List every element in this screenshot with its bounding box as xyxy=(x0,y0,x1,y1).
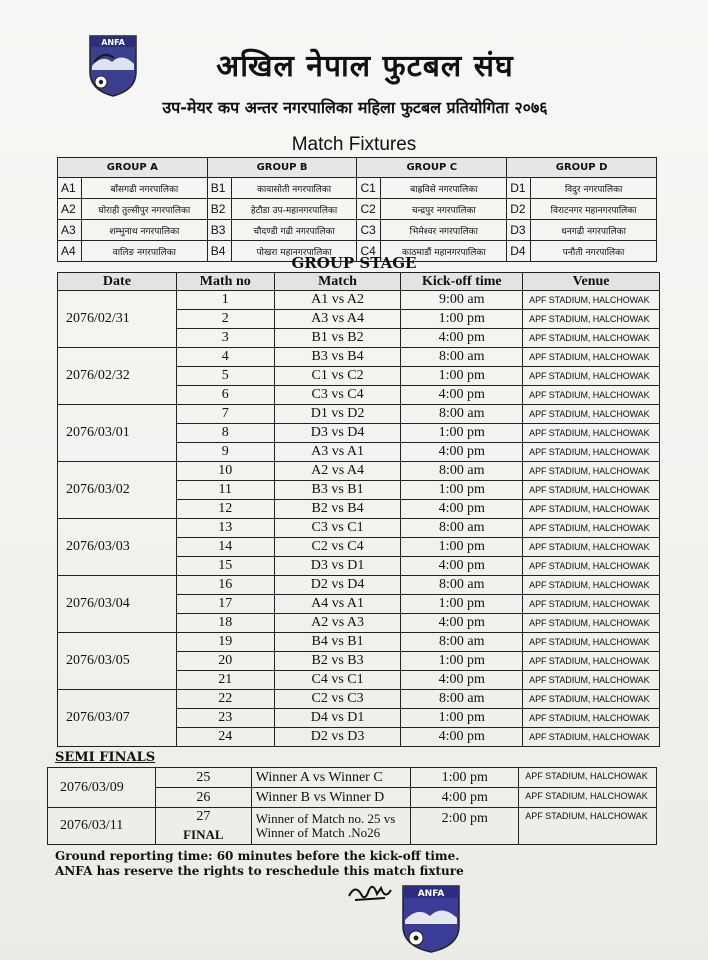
match-pair: C2 vs C3 xyxy=(274,690,401,709)
match-date: 2076/03/02 xyxy=(58,462,177,519)
match-no: 11 xyxy=(176,481,274,500)
team-code: B4 xyxy=(207,241,231,262)
match-date: 2076/02/31 xyxy=(58,291,177,348)
team-name: कावासोती नगरपालिका xyxy=(231,178,357,199)
match-no: 23 xyxy=(176,709,274,728)
group-stage-heading: GROUP STAGE xyxy=(291,254,417,272)
match-pair: A2 vs A4 xyxy=(274,462,401,481)
logo-text: ANFA xyxy=(101,38,125,47)
fixtures-heading: Match Fixtures xyxy=(291,134,417,155)
match-no: 20 xyxy=(176,652,274,671)
match-no: 16 xyxy=(176,576,274,595)
match-no: 8 xyxy=(176,424,274,443)
match-no: 1 xyxy=(176,291,274,310)
kickoff-time: 4:00 pm xyxy=(401,443,523,462)
match-no: 6 xyxy=(176,386,274,405)
col-kickoff: Kick-off time xyxy=(401,273,523,291)
table-row xyxy=(58,576,660,595)
match-pair: C2 vs C4 xyxy=(274,538,401,557)
group-heading: GROUP B xyxy=(207,158,357,178)
match-date: 2076/03/01 xyxy=(58,405,177,462)
venue: APF STADIUM, HALCHOWAK xyxy=(523,310,660,329)
venue: APF STADIUM, HALCHOWAK xyxy=(523,367,660,386)
team-name: बाह्रविसे नगरपालिका xyxy=(381,178,507,199)
kickoff-time: 1:00 pm xyxy=(401,538,523,557)
final-date: 2076/03/11 xyxy=(48,808,156,845)
kickoff-time: 8:00 am xyxy=(401,405,523,424)
reserve-note: ANFA has reserve the rights to reschedule this match fixture xyxy=(55,864,464,878)
match-no: 4 xyxy=(176,348,274,367)
match-pair: D2 vs D3 xyxy=(274,728,401,747)
match-no: 25 xyxy=(155,768,251,788)
match-no: 3 xyxy=(176,329,274,348)
knockout-table xyxy=(47,767,657,845)
venue: APF STADIUM, HALCHOWAK xyxy=(523,690,660,709)
col-date: Date xyxy=(58,273,177,291)
groups-row xyxy=(58,220,657,241)
team-code: B3 xyxy=(207,220,231,241)
kickoff-time: 4:00 pm xyxy=(401,728,523,747)
kickoff-time: 4:00 pm xyxy=(411,788,519,808)
venue: APF STADIUM, HALCHOWAK xyxy=(523,576,660,595)
table-row xyxy=(58,405,660,424)
match-pair: A2 vs A3 xyxy=(274,614,401,633)
team-code: D2 xyxy=(507,199,531,220)
anfa-stamp-logo xyxy=(400,882,462,954)
venue: APF STADIUM, HALCHOWAK xyxy=(523,500,660,519)
match-pair: B3 vs B1 xyxy=(274,481,401,500)
team-code: C4 xyxy=(357,241,381,262)
table-row xyxy=(58,348,660,367)
team-name: विराटनगर महानगरपालिका xyxy=(531,199,657,220)
match-pair: C4 vs C1 xyxy=(274,671,401,690)
kickoff-time: 1:00 pm xyxy=(401,709,523,728)
team-code: D1 xyxy=(507,178,531,199)
match-pair: D2 vs D4 xyxy=(274,576,401,595)
venue: APF STADIUM, HALCHOWAK xyxy=(523,424,660,443)
match-no: 9 xyxy=(176,443,274,462)
team-name: घोराही तुल्सीपुर नगरपालिका xyxy=(81,199,207,220)
venue: APF STADIUM, HALCHOWAK xyxy=(523,671,660,690)
kickoff-time: 1:00 pm xyxy=(411,768,519,788)
kickoff-time: 1:00 pm xyxy=(401,481,523,500)
match-pair: C3 vs C4 xyxy=(274,386,401,405)
match-no: 5 xyxy=(176,367,274,386)
match-pair: D4 vs D1 xyxy=(274,709,401,728)
kickoff-time: 1:00 pm xyxy=(401,424,523,443)
kickoff-time: 4:00 pm xyxy=(401,329,523,348)
match-no: 15 xyxy=(176,557,274,576)
match-pair: A3 vs A4 xyxy=(274,310,401,329)
team-code: A4 xyxy=(58,241,82,262)
match-no: 18 xyxy=(176,614,274,633)
match-pair: B2 vs B4 xyxy=(274,500,401,519)
table-row xyxy=(58,690,660,709)
kickoff-time: 1:00 pm xyxy=(401,310,523,329)
match-date: 2076/02/32 xyxy=(58,348,177,405)
match-no: 13 xyxy=(176,519,274,538)
groups-row xyxy=(58,178,657,199)
kickoff-time: 8:00 am xyxy=(401,633,523,652)
kickoff-time: 4:00 pm xyxy=(401,671,523,690)
venue: APF STADIUM, HALCHOWAK xyxy=(523,728,660,747)
table-row xyxy=(58,519,660,538)
venue: APF STADIUM, HALCHOWAK xyxy=(523,709,660,728)
logo-text: ANFA xyxy=(417,889,445,899)
table-row xyxy=(48,768,657,788)
venue: APF STADIUM, HALCHOWAK xyxy=(523,291,660,310)
signature xyxy=(345,878,405,908)
team-name: पोखरा महानगरपालिका xyxy=(231,241,357,262)
match-pair: C1 vs C2 xyxy=(274,367,401,386)
team-name: भिमेश्वर नगरपालिका xyxy=(381,220,507,241)
group-heading: GROUP D xyxy=(507,158,657,178)
match-pair: D3 vs D1 xyxy=(274,557,401,576)
kickoff-time: 2:00 pm xyxy=(411,808,519,845)
kickoff-time: 1:00 pm xyxy=(401,367,523,386)
match-pair: Winner A vs Winner C xyxy=(251,768,411,788)
final-match-cell xyxy=(251,808,411,845)
venue: APF STADIUM, HALCHOWAK xyxy=(523,348,660,367)
venue: APF STADIUM, HALCHOWAK xyxy=(523,652,660,671)
venue: APF STADIUM, HALCHOWAK xyxy=(519,768,657,788)
kickoff-time: 4:00 pm xyxy=(401,500,523,519)
groups-table xyxy=(57,157,657,262)
kickoff-time: 8:00 am xyxy=(401,690,523,709)
match-pair: B4 vs B1 xyxy=(274,633,401,652)
team-code: C1 xyxy=(357,178,381,199)
venue: APF STADIUM, HALCHOWAK xyxy=(523,595,660,614)
match-no: 26 xyxy=(155,788,251,808)
match-date: 2076/03/05 xyxy=(58,633,177,690)
venue: APF STADIUM, HALCHOWAK xyxy=(523,443,660,462)
team-name: शम्भुनाथ नगरपालिका xyxy=(81,220,207,241)
venue: APF STADIUM, HALCHOWAK xyxy=(523,633,660,652)
match-pair: B2 vs B3 xyxy=(274,652,401,671)
team-name: वालिङ नगरपालिका xyxy=(81,241,207,262)
match-pair: D3 vs D4 xyxy=(274,424,401,443)
team-name: धनगढी नगरपालिका xyxy=(531,220,657,241)
venue: APF STADIUM, HALCHOWAK xyxy=(523,538,660,557)
kickoff-time: 8:00 am xyxy=(401,519,523,538)
semi-date: 2076/03/09 xyxy=(48,768,156,808)
match-date: 2076/03/04 xyxy=(58,576,177,633)
kickoff-time: 9:00 am xyxy=(401,291,523,310)
match-no: 10 xyxy=(176,462,274,481)
venue: APF STADIUM, HALCHOWAK xyxy=(523,481,660,500)
match-pair: B3 vs B4 xyxy=(274,348,401,367)
match-no: 17 xyxy=(176,595,274,614)
tournament-title: उप-मेयर कप अन्तर नगरपालिका महिला फुटबल प्रतियोगिता २०७६ xyxy=(162,98,548,117)
match-no: 7 xyxy=(176,405,274,424)
venue: APF STADIUM, HALCHOWAK xyxy=(523,329,660,348)
match-pair: Winner B vs Winner D xyxy=(251,788,411,808)
col-match: Match xyxy=(274,273,401,291)
match-date: 2076/03/03 xyxy=(58,519,177,576)
venue: APF STADIUM, HALCHOWAK xyxy=(523,557,660,576)
match-no: 19 xyxy=(176,633,274,652)
match-pair: A3 vs A1 xyxy=(274,443,401,462)
table-row xyxy=(58,291,660,310)
final-match-line2: Winner of Match .No26 xyxy=(255,825,381,840)
org-title: अखिल नेपाल फुटबल संघ xyxy=(216,49,514,84)
match-pair: A1 vs A2 xyxy=(274,291,401,310)
team-code: D3 xyxy=(507,220,531,241)
team-name: चौदण्डी गढी नगरपालिका xyxy=(231,220,357,241)
venue: APF STADIUM, HALCHOWAK xyxy=(523,614,660,633)
group-heading: GROUP A xyxy=(58,158,208,178)
kickoff-time: 1:00 pm xyxy=(401,595,523,614)
final-label: FINAL xyxy=(183,827,224,842)
match-no: 2 xyxy=(176,310,274,329)
kickoff-time: 8:00 am xyxy=(401,576,523,595)
match-date: 2076/03/07 xyxy=(58,690,177,747)
team-code: C3 xyxy=(357,220,381,241)
venue: APF STADIUM, HALCHOWAK xyxy=(523,519,660,538)
venue: APF STADIUM, HALCHOWAK xyxy=(523,405,660,424)
team-name: बाँसगढी नगरपालिका xyxy=(81,178,207,199)
team-code: B2 xyxy=(207,199,231,220)
kickoff-time: 4:00 pm xyxy=(401,557,523,576)
kickoff-time: 1:00 pm xyxy=(401,652,523,671)
match-no: 27 xyxy=(196,809,211,824)
semi-finals-heading: SEMI FINALS xyxy=(55,750,156,765)
final-row xyxy=(48,808,657,845)
match-pair: A4 vs A1 xyxy=(274,595,401,614)
team-name: काठमाडौं महानगरपालिका xyxy=(381,241,507,262)
team-code: B1 xyxy=(207,178,231,199)
col-venue: Venue xyxy=(523,273,660,291)
venue: APF STADIUM, HALCHOWAK xyxy=(519,808,657,845)
team-name: चन्द्रपुर नगरपालिका xyxy=(381,199,507,220)
table-row xyxy=(58,633,660,652)
groups-header-row xyxy=(58,158,657,178)
kickoff-time: 4:00 pm xyxy=(401,386,523,405)
team-code: A1 xyxy=(58,178,82,199)
fixture-header-row xyxy=(58,273,660,291)
table-row xyxy=(58,462,660,481)
col-match-no: Math no xyxy=(176,273,274,291)
match-no: 22 xyxy=(176,690,274,709)
match-pair: C3 vs C1 xyxy=(274,519,401,538)
team-code: A3 xyxy=(58,220,82,241)
team-name: हेटौडा उप-महानगरपालिका xyxy=(231,199,357,220)
groups-row xyxy=(58,199,657,220)
kickoff-time: 8:00 am xyxy=(401,462,523,481)
venue: APF STADIUM, HALCHOWAK xyxy=(523,386,660,405)
group-heading: GROUP C xyxy=(357,158,507,178)
venue: APF STADIUM, HALCHOWAK xyxy=(519,788,657,808)
anfa-logo xyxy=(88,32,138,98)
final-match-line1: Winner of Match no. 25 vs xyxy=(255,811,396,826)
team-name: पनौती नगरपालिका xyxy=(531,241,657,262)
match-no: 14 xyxy=(176,538,274,557)
match-pair: D1 vs D2 xyxy=(274,405,401,424)
group-stage-table xyxy=(57,272,660,747)
match-no: 24 xyxy=(176,728,274,747)
team-code: C2 xyxy=(357,199,381,220)
kickoff-time: 8:00 am xyxy=(401,348,523,367)
venue: APF STADIUM, HALCHOWAK xyxy=(523,462,660,481)
team-name: विदुर नगरपालिका xyxy=(531,178,657,199)
kickoff-time: 4:00 pm xyxy=(401,614,523,633)
match-no: 21 xyxy=(176,671,274,690)
match-no: 12 xyxy=(176,500,274,519)
reporting-note: Ground reporting time: 60 minutes before the kick-off time. xyxy=(55,849,460,863)
match-pair: B1 vs B2 xyxy=(274,329,401,348)
team-code: A2 xyxy=(58,199,82,220)
final-match-no-cell xyxy=(155,808,251,845)
team-code: D4 xyxy=(507,241,531,262)
